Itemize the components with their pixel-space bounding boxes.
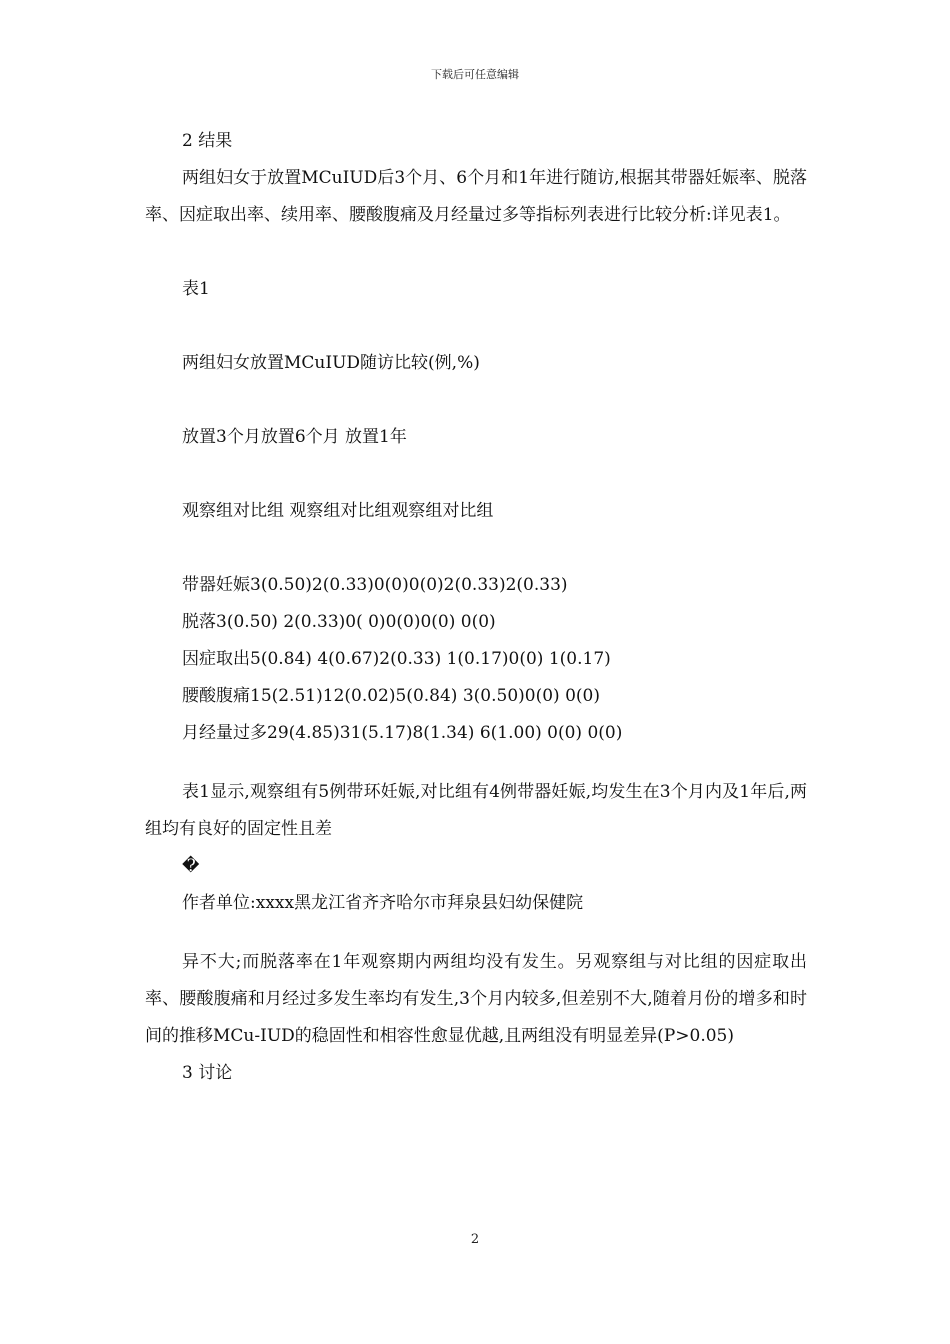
- section-heading-results: 2 结果: [182, 131, 233, 151]
- page-number: 2: [470, 1232, 480, 1247]
- table-label: 表1: [182, 279, 210, 299]
- table-row: 脱落3(0.50) 2(0.33)0( 0)0(0)0(0) 0(0): [182, 612, 496, 632]
- table-row: 月经量过多29(4.85)31(5.17)8(1.34) 6(1.00) 0(0) 0(0): [182, 723, 623, 743]
- section-heading-discussion: 3 讨论: [182, 1063, 233, 1083]
- page-header: 下载后可任意编辑: [431, 68, 519, 81]
- table-title: 两组妇女放置MCuIUD随访比较(例,%): [182, 353, 480, 373]
- table-row: 腰酸腹痛15(2.51)12(0.02)5(0.84) 3(0.50)0(0) 0(0): [182, 686, 600, 706]
- table-header-periods: 放置3个月放置6个月 放置1年: [182, 427, 407, 447]
- replacement-glyph: �: [182, 856, 200, 876]
- table-row: 因症取出5(0.84) 4(0.67)2(0.33) 1(0.17)0(0) 1(0.17): [182, 649, 611, 669]
- continuation-paragraph: 异不大;而脱落率在1年观察期内两组均没有发生。另观察组与对比组的因症取出率、腰酸腹痛和月经过多发生率均有发生,3个月内较多,但差别不大,随着月份的增多和时间的推移MCu-IUD的稳固性和相容性愈显优越,且两组没有明显差异(P>0.05): [145, 952, 807, 1046]
- table-row: 带器妊娠3(0.50)2(0.33)0(0)0(0)2(0.33)2(0.33): [182, 575, 568, 595]
- author-affiliation: 作者单位:xxxx黑龙江省齐齐哈尔市拜泉县妇幼保健院: [182, 893, 584, 913]
- document-body: [145, 123, 807, 1092]
- table-header-groups: 观察组对比组 观察组对比组观察组对比组: [182, 501, 494, 521]
- summary-paragraph: 表1显示,观察组有5例带环妊娠,对比组有4例带器妊娠,均发生在3个月内及1年后,两组均有良好的固定性且差: [145, 782, 807, 839]
- intro-paragraph: 两组妇女于放置MCuIUD后3个月、6个月和1年进行随访,根据其带器妊娠率、脱落率、因症取出率、续用率、腰酸腹痛及月经量过多等指标列表进行比较分析:详见表1。: [145, 168, 807, 225]
